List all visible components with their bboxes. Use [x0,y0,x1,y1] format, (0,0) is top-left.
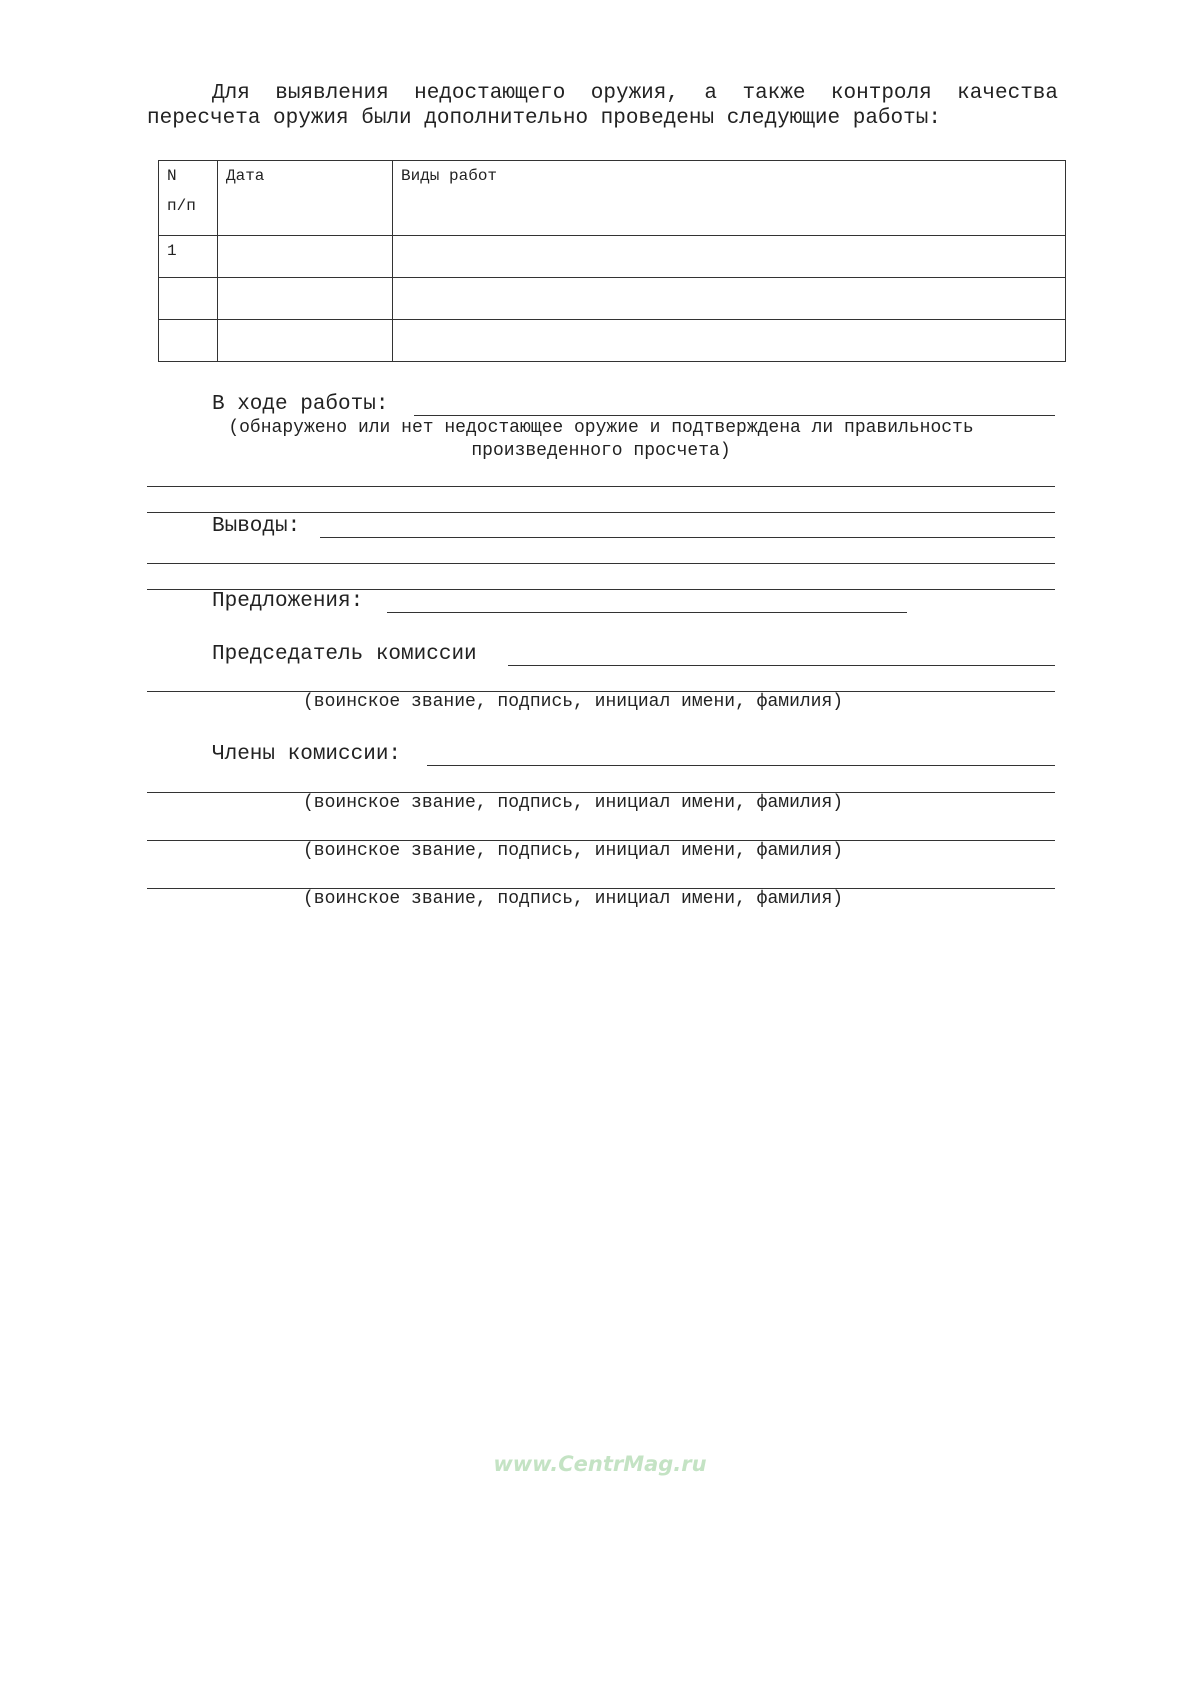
header-cell-number [159,161,218,236]
cell-work-type[interactable] [393,236,1066,278]
progress-field-line[interactable] [414,415,1055,416]
header-number-label: N [167,167,177,185]
member-hint-1: (воинское звание, подпись, инициал имени, фамилия) [303,793,844,813]
chairman-label: Председатель комиссии [212,643,477,666]
members-label: Члены комиссии: [212,743,402,766]
header-work-type-label: Виды работ [401,167,498,185]
cell-work-type[interactable] [393,278,1066,320]
conclusions-field-line[interactable] [320,537,1055,538]
progress-hint-line-1: (обнаружено или нет недостающее оружие и подтверждена ли правильность [228,418,974,438]
cell-work-type[interactable] [393,320,1066,362]
member-hint-3: (воинское звание, подпись, инициал имени, фамилия) [303,889,844,909]
conclusions-label: Выводы: [212,515,301,538]
chairman-hint: (воинское звание, подпись, инициал имени, фамилия) [303,692,844,712]
header-cell-date [218,161,393,236]
conclusions-extra-line-1[interactable] [147,563,1055,564]
cell-date[interactable] [218,278,393,320]
cell-number[interactable] [159,278,218,320]
intro-line-1: Для выявления недостающего оружия, а также контроля качества [212,82,1058,105]
member-hint-2: (воинское звание, подпись, инициал имени, фамилия) [303,841,844,861]
progress-extra-line-1[interactable] [147,486,1055,487]
progress-extra-line-2[interactable] [147,512,1055,513]
table-header-row [159,161,1066,236]
progress-label: В ходе работы: [212,393,389,416]
cell-number[interactable] [159,320,218,362]
header-date-label: Дата [226,167,265,185]
cell-date[interactable] [218,320,393,362]
watermark: www.CentrMag.ru [493,1452,707,1476]
table-row [159,320,1066,362]
proposals-label: Предложения: [212,590,364,613]
header-number-sub-label: п/п [167,197,196,215]
members-field-line[interactable] [427,765,1055,766]
intro-line-2: пересчета оружия были дополнительно проведены следующие работы: [147,107,941,130]
chairman-field-line[interactable] [508,665,1055,666]
proposals-field-line[interactable] [387,612,907,613]
table-row [159,236,1066,278]
cell-date[interactable] [218,236,393,278]
header-cell-work-type [393,161,1066,236]
progress-hint-line-2: произведенного просчета) [471,441,731,461]
table-row [159,278,1066,320]
cell-number[interactable]: 1 [159,236,218,278]
works-table [158,160,1066,362]
